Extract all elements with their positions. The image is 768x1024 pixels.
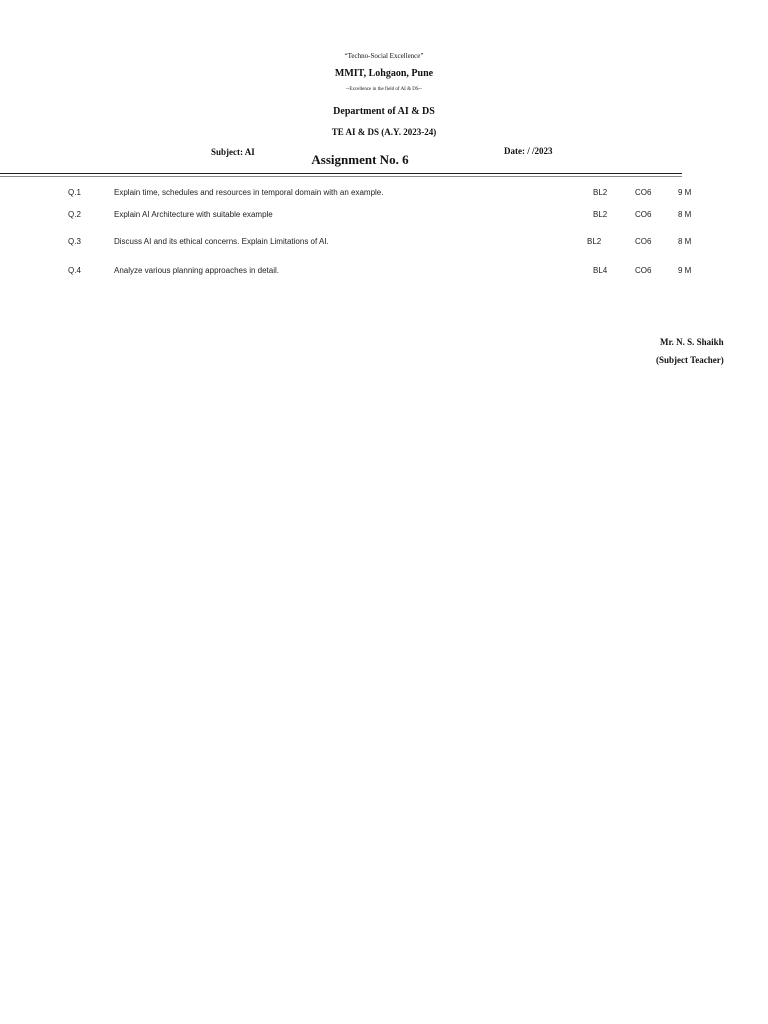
question-text: Explain time, schedules and resources in temporal domain with an example. [114, 188, 384, 197]
question-row [0, 266, 768, 280]
question-text: Discuss AI and its ethical concerns. Explain Limitations of AI. [114, 237, 329, 246]
date-label: Date: / /2023 [504, 146, 553, 156]
question-number: Q.2 [68, 210, 81, 219]
department-tagline: --Excellence in the field of AI & DS-- [346, 87, 422, 92]
course-outcome: CO6 [635, 237, 652, 246]
assignment-title: Assignment No. 6 [311, 152, 409, 167]
question-row [0, 210, 768, 224]
department-name: Department of AI & DS [333, 106, 435, 117]
question-marks: 8 M [678, 210, 692, 219]
subject-label: Subject: AI [211, 147, 255, 157]
institute-name: MMIT, Lohgaon, Pune [334, 68, 434, 79]
teacher-name: Mr. N. S. Shaikh [660, 337, 724, 347]
course-outcome: CO6 [635, 210, 652, 219]
bloom-level: BL4 [593, 266, 608, 275]
question-text: Analyze various planning approaches in detail. [114, 266, 279, 275]
question-text: Explain AI Architecture with suitable example [114, 210, 273, 219]
course-outcome: CO6 [635, 188, 652, 197]
header-divider [0, 173, 682, 174]
question-number: Q.1 [68, 188, 81, 197]
bloom-level: BL2 [593, 210, 608, 219]
question-number: Q.4 [68, 266, 81, 275]
question-number: Q.3 [68, 237, 81, 246]
teacher-role: (Subject Teacher) [656, 355, 724, 365]
question-row [0, 188, 768, 202]
bloom-level: BL2 [593, 188, 608, 197]
question-marks: 9 M [678, 266, 692, 275]
question-marks: 8 M [678, 237, 692, 246]
institute-motto: “Techno-Social Excellence” [344, 52, 424, 60]
header-divider-secondary [0, 176, 682, 177]
course-outcome: CO6 [635, 266, 652, 275]
class-year: TE AI & DS (A.Y. 2023-24) [331, 127, 437, 137]
question-row [0, 237, 768, 251]
question-marks: 9 M [678, 188, 692, 197]
bloom-level: BL2 [587, 237, 602, 246]
